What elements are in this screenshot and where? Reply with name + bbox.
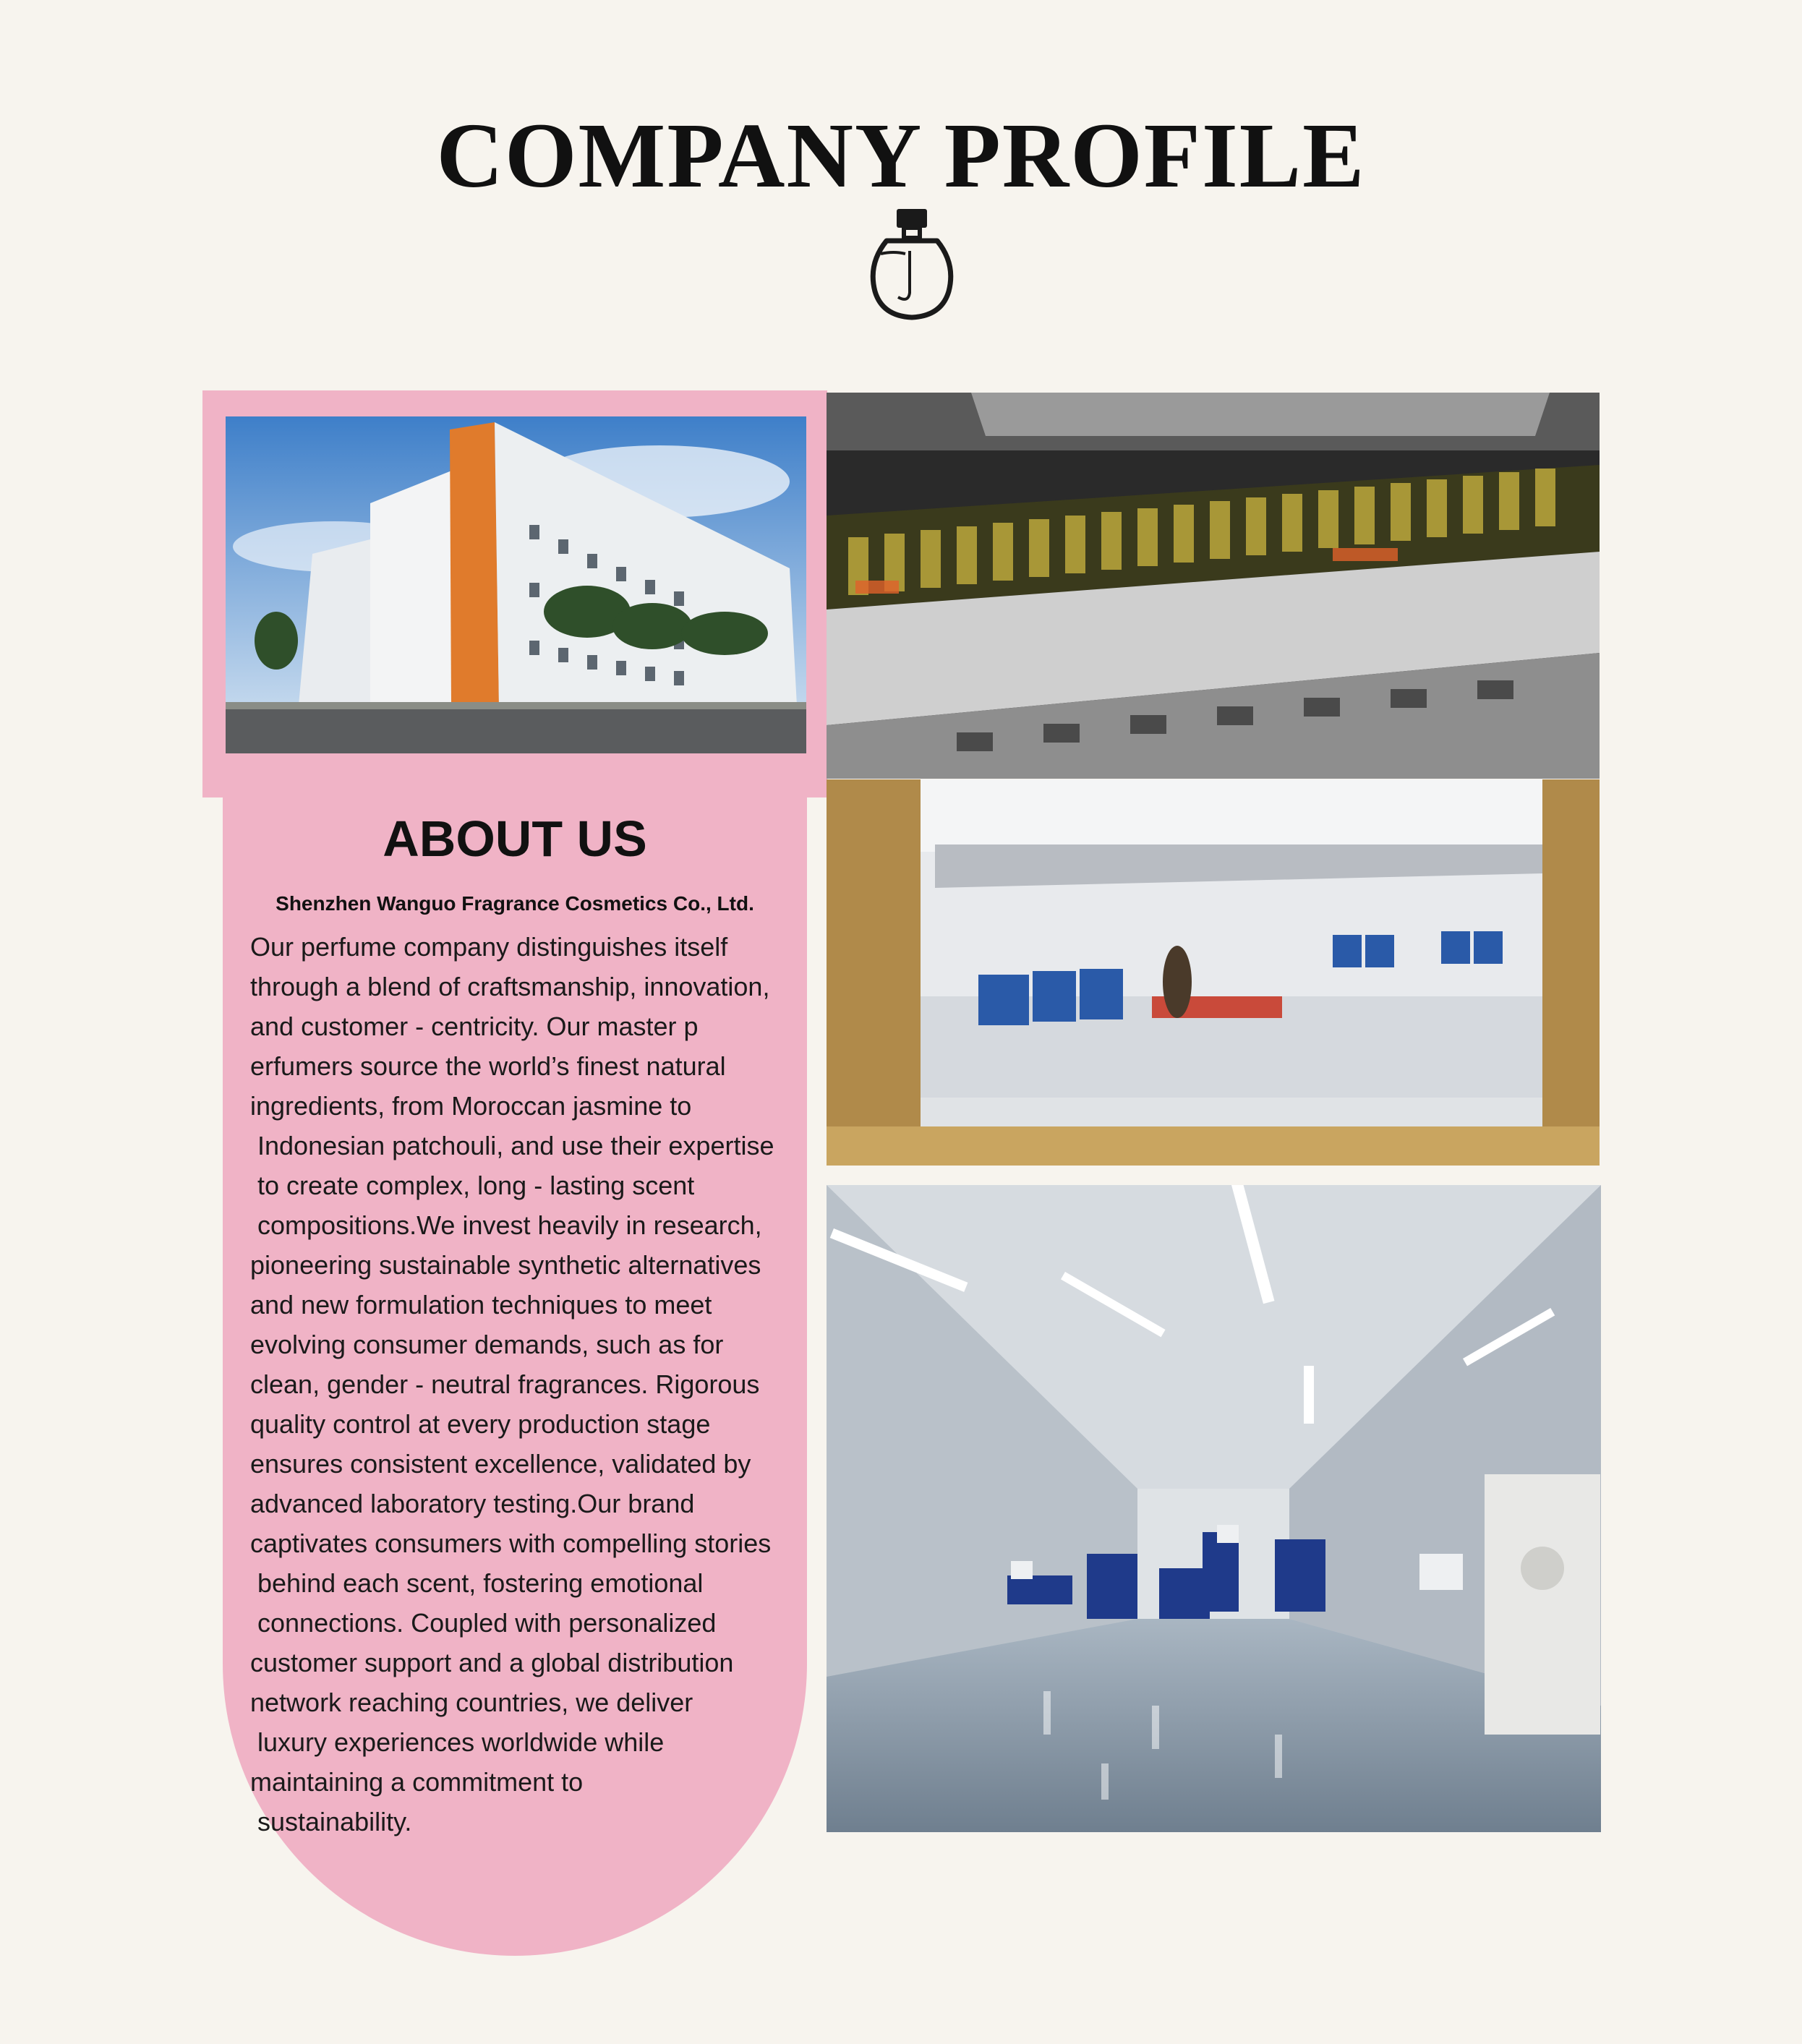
paragraph-line: ingredients, from Moroccan jasmine to: [250, 1091, 692, 1121]
paragraph-line: to create complex, long - lasting scent: [250, 1171, 695, 1200]
paragraph-line: sustainability.: [250, 1807, 412, 1836]
paragraph-line: behind each scent, fostering emotional: [250, 1568, 704, 1598]
production-line-photo: [827, 393, 1600, 779]
perfume-bottle-icon: [865, 206, 959, 322]
paragraph-line: advanced laboratory testing.Our brand: [250, 1489, 695, 1518]
page-title: COMPANY PROFILE: [436, 104, 1366, 207]
paragraph-line: luxury experiences worldwide while: [250, 1727, 665, 1757]
paragraph-line: captivates consumers with compelling stories: [250, 1528, 772, 1558]
about-us-heading: ABOUT US: [383, 811, 647, 867]
paragraph-line: and customer - centricity. Our master p: [250, 1012, 699, 1041]
workshop-photo: [827, 779, 1600, 1166]
company-name: Shenzhen Wanguo Fragrance Cosmetics Co., Ltd.: [276, 892, 754, 915]
paragraph-line: connections. Coupled with personalized: [250, 1608, 717, 1638]
paragraph-line: pioneering sustainable synthetic alternatives: [250, 1250, 761, 1280]
paragraph-line: evolving consumer demands, such as for: [250, 1330, 724, 1359]
paragraph-line: network reaching countries, we deliver: [250, 1688, 693, 1717]
paragraph-line: through a blend of craftsmanship, innovation,: [250, 972, 770, 1001]
about-paragraph: [250, 927, 800, 1842]
paragraph-line: Indonesian patchouli, and use their expertise: [250, 1131, 774, 1160]
paragraph-line: and new formulation techniques to meet: [250, 1290, 712, 1320]
paragraph-line: quality control at every production stage: [250, 1409, 711, 1439]
paragraph-line: compositions.We invest heavily in research,: [250, 1210, 762, 1240]
paragraph-line: Our perfume company distinguishes itself: [250, 932, 728, 962]
building-photo: [226, 416, 806, 753]
paragraph-line: maintaining a commitment to: [250, 1767, 584, 1797]
paragraph-line: customer support and a global distribution: [250, 1648, 734, 1677]
warehouse-photo: [827, 1185, 1601, 1832]
paragraph-line: clean, gender - neutral fragrances. Rigorous: [250, 1369, 760, 1399]
paragraph-line: ensures consistent excellence, validated by: [250, 1449, 751, 1479]
paragraph-line: erfumers source the world’s finest natural: [250, 1051, 726, 1081]
